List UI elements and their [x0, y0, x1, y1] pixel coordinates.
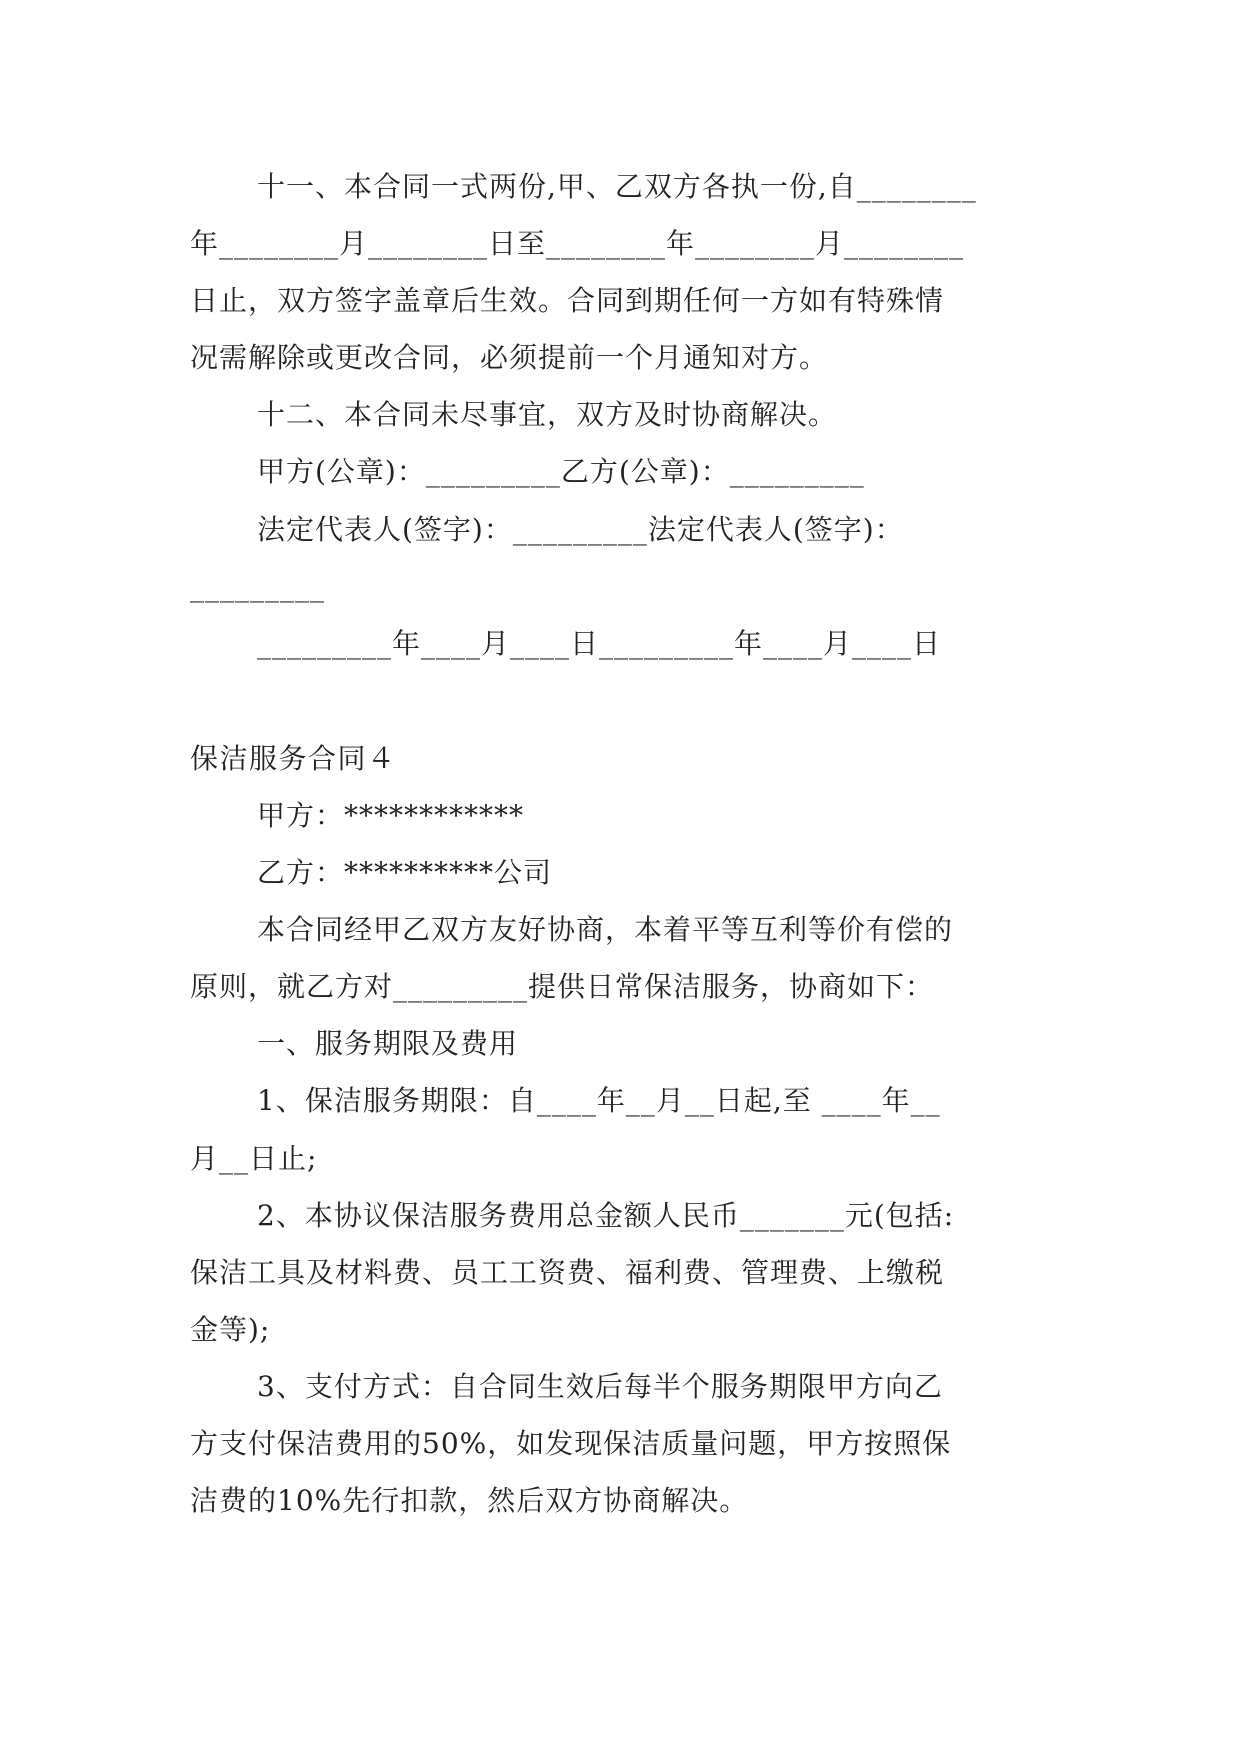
clause-11-line-3: 日止，双方签字盖章后生效。合同到期任何一方如有特殊情: [190, 284, 945, 317]
item-3-line-1: 3、支付方式：自合同生效后每半个服务期限甲方向乙: [257, 1370, 943, 1403]
legal-rep-blank: _________: [190, 570, 325, 603]
legal-rep-line: 法定代表人(签字)：_________法定代表人(签字)：: [257, 513, 904, 546]
preamble-line-1: 本合同经甲乙双方友好协商，本着平等互利等价有偿的: [257, 913, 954, 946]
clause-12: 十二、本合同未尽事宜，双方及时协商解决。: [257, 398, 838, 431]
party-a: 甲方：************: [257, 799, 525, 832]
clause-11-line-2: 年________月________日至________年________月________: [190, 227, 965, 260]
item-3-line-3: 洁费的10%先行扣款，然后双方协商解决。: [190, 1484, 749, 1517]
item-2-line-2: 保洁工具及材料费、员工工资费、福利费、管理费、上缴税: [190, 1256, 945, 1289]
party-seal-line: 甲方(公章)：_________乙方(公章)：_________: [257, 455, 865, 488]
contract-title: 保洁服务合同４: [190, 742, 397, 775]
party-b: 乙方：**********公司: [257, 856, 553, 889]
clause-11-line-1: 十一、本合同一式两份,甲、乙双方各执一份,自________: [257, 170, 977, 203]
item-1-line-1: 1、保洁服务期限：自____年__月__日起,至 ____年__: [257, 1084, 941, 1117]
clause-11-line-4: 况需解除或更改合同，必须提前一个月通知对方。: [190, 341, 829, 374]
signature-date-line: _________年____月____日_________年____月____日: [257, 627, 942, 660]
preamble-line-2: 原则，就乙方对_________提供日常保洁服务，协商如下：: [190, 970, 935, 1003]
item-3-line-2: 方支付保洁费用的50%，如发现保洁质量问题，甲方按照保: [190, 1427, 952, 1460]
item-2-line-3: 金等);: [190, 1313, 271, 1346]
item-2-line-1: 2、本协议保洁服务费用总金额人民币_______元(包括:: [257, 1199, 955, 1232]
item-1-line-2: 月__日止;: [190, 1142, 318, 1175]
section-1-heading: 一、服务期限及费用: [257, 1027, 519, 1060]
